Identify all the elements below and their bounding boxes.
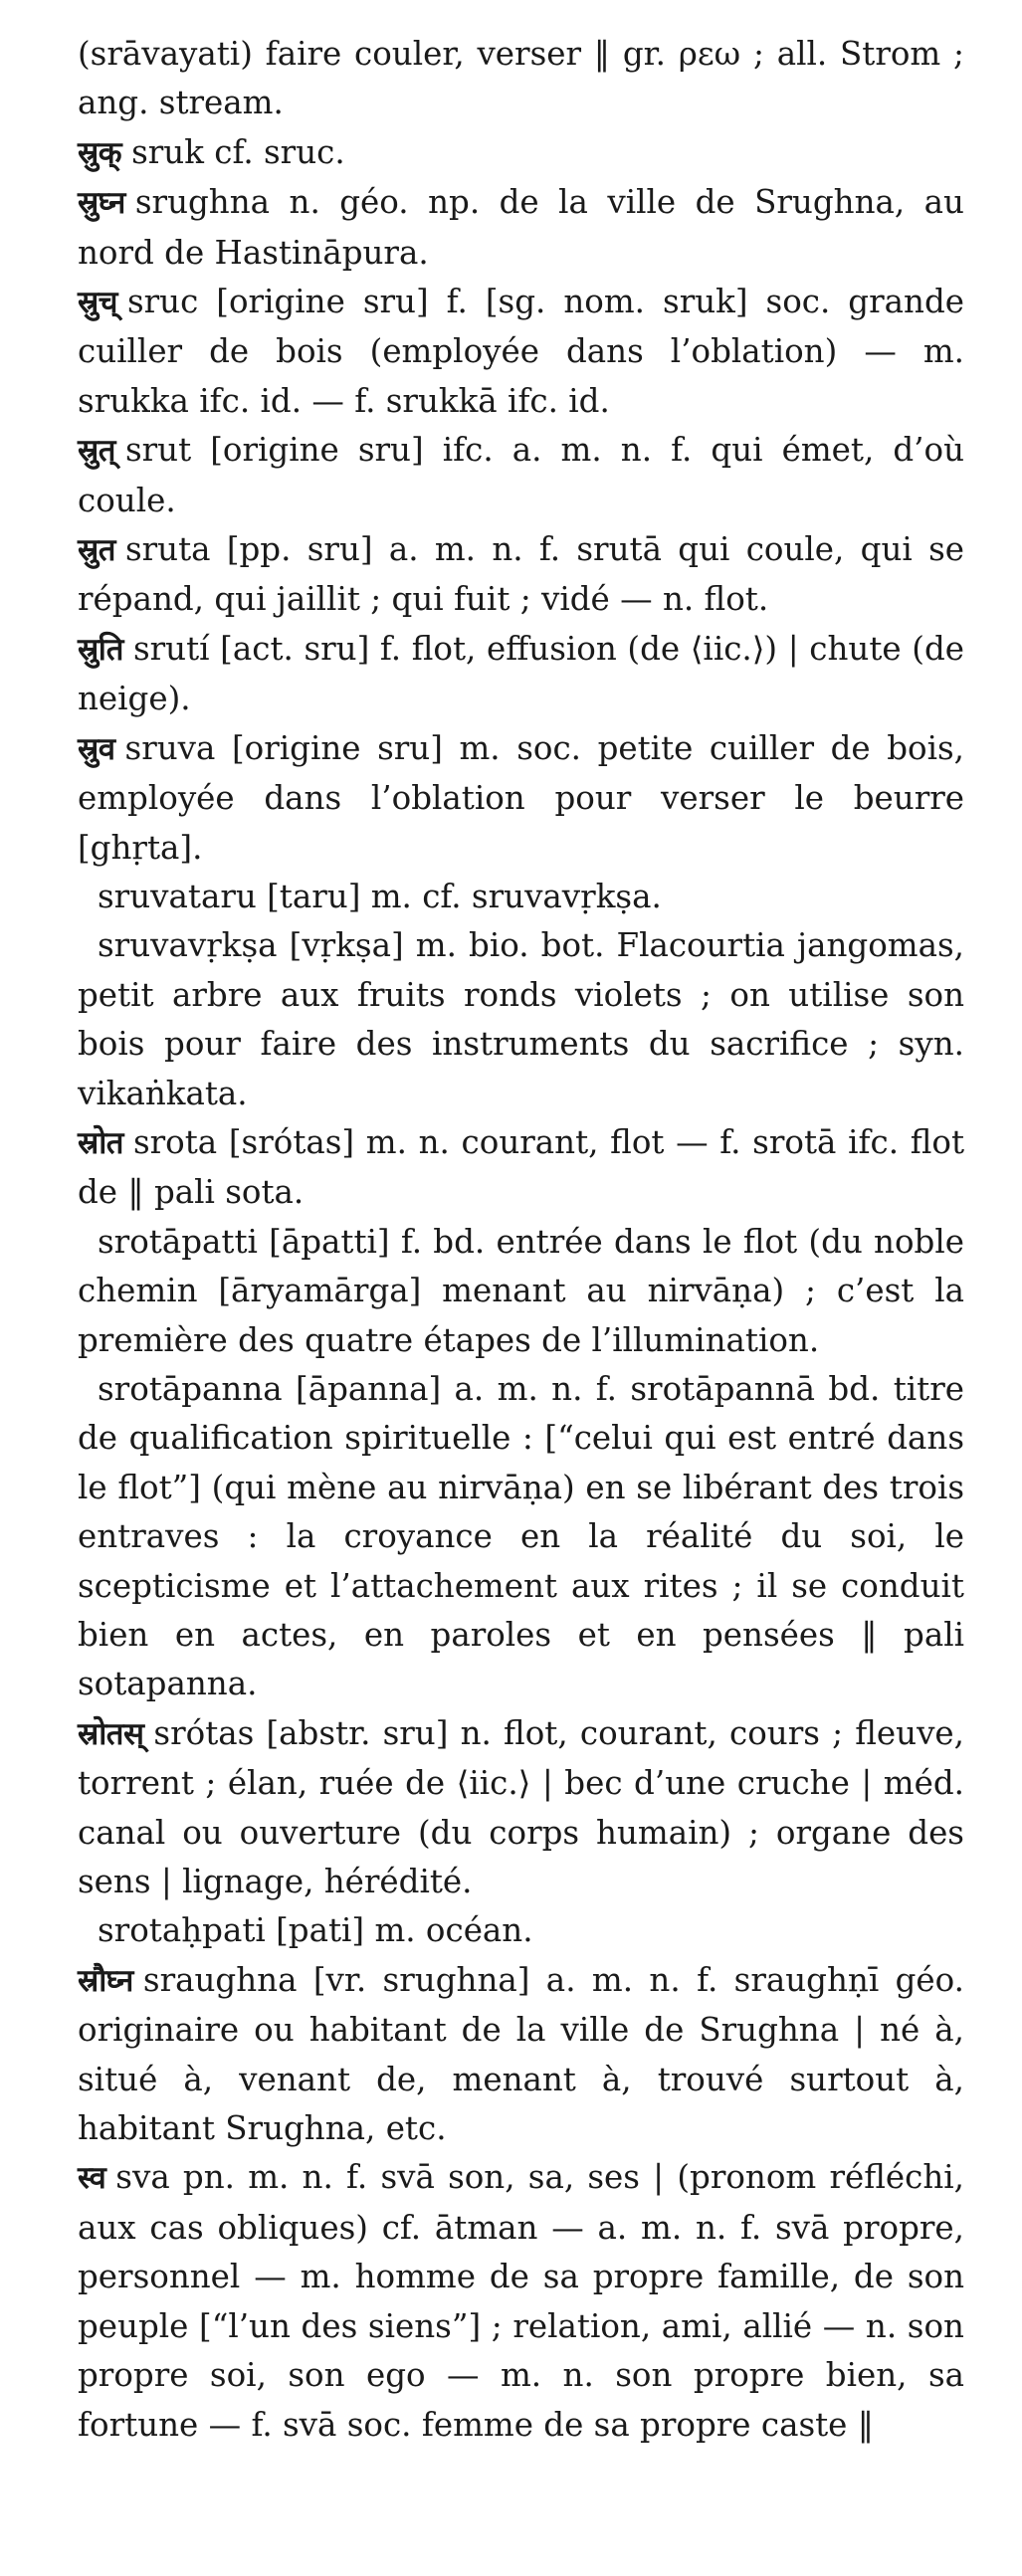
entry-text: sruta [pp. sru] a. m. n. f. srutā qui coule, qui se répand, qui jaillit ; qui fuit ; vidé — n. flot. xyxy=(78,530,964,619)
entry-text: srut [origine sru] ifc. a. m. n. f. qui émet, d’où coule. xyxy=(78,431,964,519)
entry-sruva xyxy=(78,724,964,873)
entry-text: sruvavṛkṣa [vṛkṣa] m. bio. bot. Flacourtia jangomas, petit arbre aux fruits ronds violets ; on utilise son bois pour faire des instruments du sacrifice ; syn. vikaṅkata. xyxy=(78,926,964,1112)
subentry-srotapatti xyxy=(78,1218,964,1365)
devanagari-headword: स्रुक् xyxy=(78,134,122,171)
entry-text: srughna n. géo. np. de la ville de Srughna, au nord de Hastināpura. xyxy=(78,183,964,272)
devanagari-headword: स्रौघ्न xyxy=(78,1962,133,1999)
devanagari-headword: स्रुत xyxy=(78,532,115,569)
entry-text: srota [srótas] m. n. courant, flot — f. srotā ifc. flot de ‖ pali sota. xyxy=(78,1122,964,1212)
entry-text: srotāpanna [āpanna] a. m. n. f. srotāpannā bd. titre de qualification spirituelle : [“celui qui est entré dans le flot”] (qui mène au nirvāṇa) en se libérant des trois entraves : la croyance en la réalité du soi, le scepticisme et l’attachement aux rites ; il se conduit bien en actes, en paroles et en pensées ‖ pali sotapanna. xyxy=(78,1369,964,1703)
devanagari-headword: स्रुच् xyxy=(78,285,117,321)
entry-text: sruvataru [taru] m. cf. sruvavṛkṣa. xyxy=(98,877,662,915)
devanagari-headword: स्रोतस् xyxy=(78,1715,144,1752)
entry-sruta xyxy=(78,525,964,625)
entry-sruk xyxy=(78,128,964,178)
subentry-sruvavrksa xyxy=(78,921,964,1118)
entry-text: sraughna [vr. srughna] a. m. n. f. sraughṇī géo. originaire ou habitant de la ville de Srughna | né à, situé à, venant de, menant à, trouvé surtout à, habitant Srughna, etc. xyxy=(78,1960,964,2148)
entry-text: sruk cf. sruc. xyxy=(131,132,345,171)
entry-text: sva pn. m. n. f. svā son, sa, ses | (pronom réfléchi, aux cas obliques) cf. ātman — a. m. n. f. svā propre, personnel — m. homme de sa propre famille, de son peuple [“l’un des siens”] ; relation, ami, allié — n. son propre soi, son ego — m. n. son propre bien, sa fortune — f. svā soc. femme de sa propre caste ‖ xyxy=(78,2158,964,2444)
entry-text: sruva [origine sru] m. soc. petite cuiller de bois, employée dans l’oblation pour verser le beurre [ghṛta]. xyxy=(78,728,964,867)
entry-srughna xyxy=(78,178,964,278)
subentry-srotahpati xyxy=(78,1906,964,1955)
devanagari-headword: स्रुव xyxy=(78,730,115,767)
entry-text: srotaḥpati [pati] m. océan. xyxy=(98,1911,533,1950)
entry-srut xyxy=(78,426,964,525)
subentry-srotapanna xyxy=(78,1365,964,1709)
entry-sraughna xyxy=(78,1956,964,2154)
entry-sruti xyxy=(78,625,964,724)
devanagari-headword: स्व xyxy=(78,2160,106,2197)
devanagari-headword: स्रुत् xyxy=(78,433,115,470)
devanagari-headword: स्रोत xyxy=(78,1124,123,1161)
entry-text: srutí [act. sru] f. flot, effusion (de ⟨iic.⟩) | chute (de neige). xyxy=(78,629,964,718)
entry-sruc xyxy=(78,278,964,426)
subentry-sruvataru xyxy=(78,873,964,921)
devanagari-headword: स्रुति xyxy=(78,631,123,668)
entry-srava-continuation: (srāvayati) faire couler, verser ‖ gr. ρεω ; all. Strom ; ang. stream. xyxy=(78,35,964,122)
devanagari-headword: स्रुघ्न xyxy=(78,185,125,222)
entry-text: srótas [abstr. sru] n. flot, courant, cours ; fleuve, torrent ; élan, ruée de ⟨iic.⟩ | bec d’une cruche | méd. canal ou ouverture (du corps humain) ; organe des sens | lignage, hérédité. xyxy=(78,1713,964,1901)
entry-text: sruc [origine sru] f. [sg. nom. sruk] soc. grande cuiller de bois (employée dans l’oblation) — m. srukka ifc. id. — f. srukkā ifc. id. xyxy=(78,283,964,420)
entry-text: srotāpatti [āpatti] f. bd. entrée dans le flot (du noble chemin [āryamārga] menant au nirvāṇa) ; c’est la première des quatre étapes de l’illumination. xyxy=(78,1222,964,1359)
entry-sva xyxy=(78,2153,964,2449)
entry-srota xyxy=(78,1118,964,1218)
entry-srotas xyxy=(78,1709,964,1907)
